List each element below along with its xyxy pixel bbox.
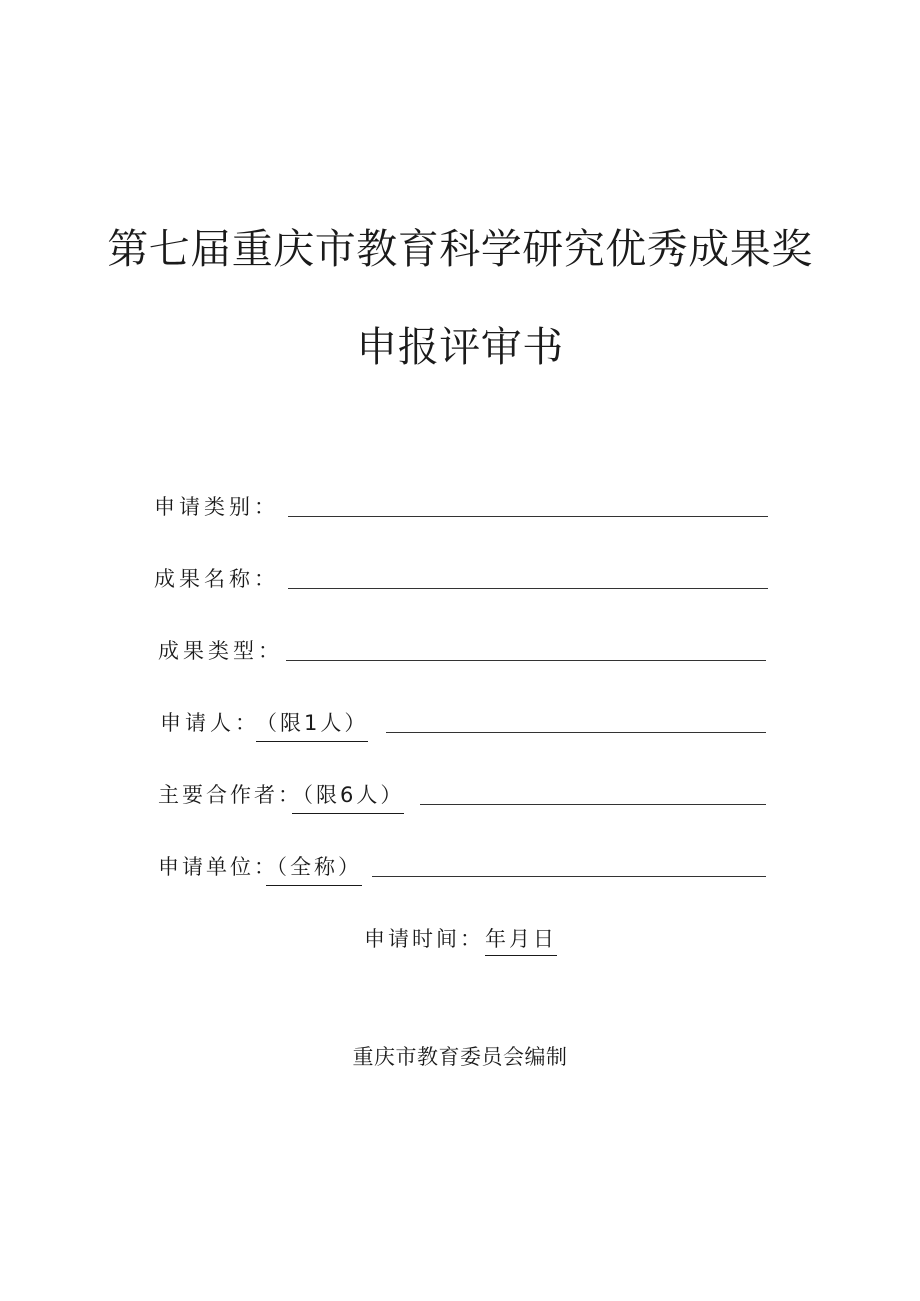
application-date-label: 申请时间：: [364, 927, 484, 951]
field-collaborators: [0, 780, 920, 816]
application-date-value[interactable]: 年月日: [485, 924, 557, 956]
application-date: [0, 924, 920, 956]
field-unit: [0, 852, 920, 888]
field-applicant-blank[interactable]: [386, 732, 766, 733]
field-achievement-type-blank[interactable]: [286, 660, 766, 661]
field-collaborators-label: 主要合作者：: [158, 783, 302, 807]
field-applicant: [0, 708, 920, 744]
field-category-label: 申请类别：: [154, 495, 279, 519]
publisher-line: 重庆市教育委员会编制: [352, 1045, 568, 1069]
field-achievement-type: [0, 636, 920, 672]
field-achievement-name-blank[interactable]: [288, 588, 768, 589]
field-collaborators-note: （限6人）: [292, 780, 404, 814]
field-achievement-name: [0, 564, 920, 600]
field-applicant-label: 申请人：: [160, 711, 260, 735]
document-title-line2: 申报评审书: [356, 323, 564, 371]
field-collaborators-blank[interactable]: [420, 804, 766, 805]
field-category: [0, 492, 920, 528]
field-unit-note: （全称）: [266, 852, 362, 886]
field-category-blank[interactable]: [288, 516, 768, 517]
document-title-line1: 第七届重庆市教育科学研究优秀成果奖: [107, 225, 813, 273]
field-achievement-name-label: 成果名称：: [154, 567, 279, 591]
field-unit-blank[interactable]: [372, 876, 766, 877]
field-unit-label: 申请单位：: [158, 855, 278, 879]
field-applicant-note: （限1人）: [256, 708, 368, 742]
field-achievement-type-label: 成果类型：: [158, 639, 283, 663]
